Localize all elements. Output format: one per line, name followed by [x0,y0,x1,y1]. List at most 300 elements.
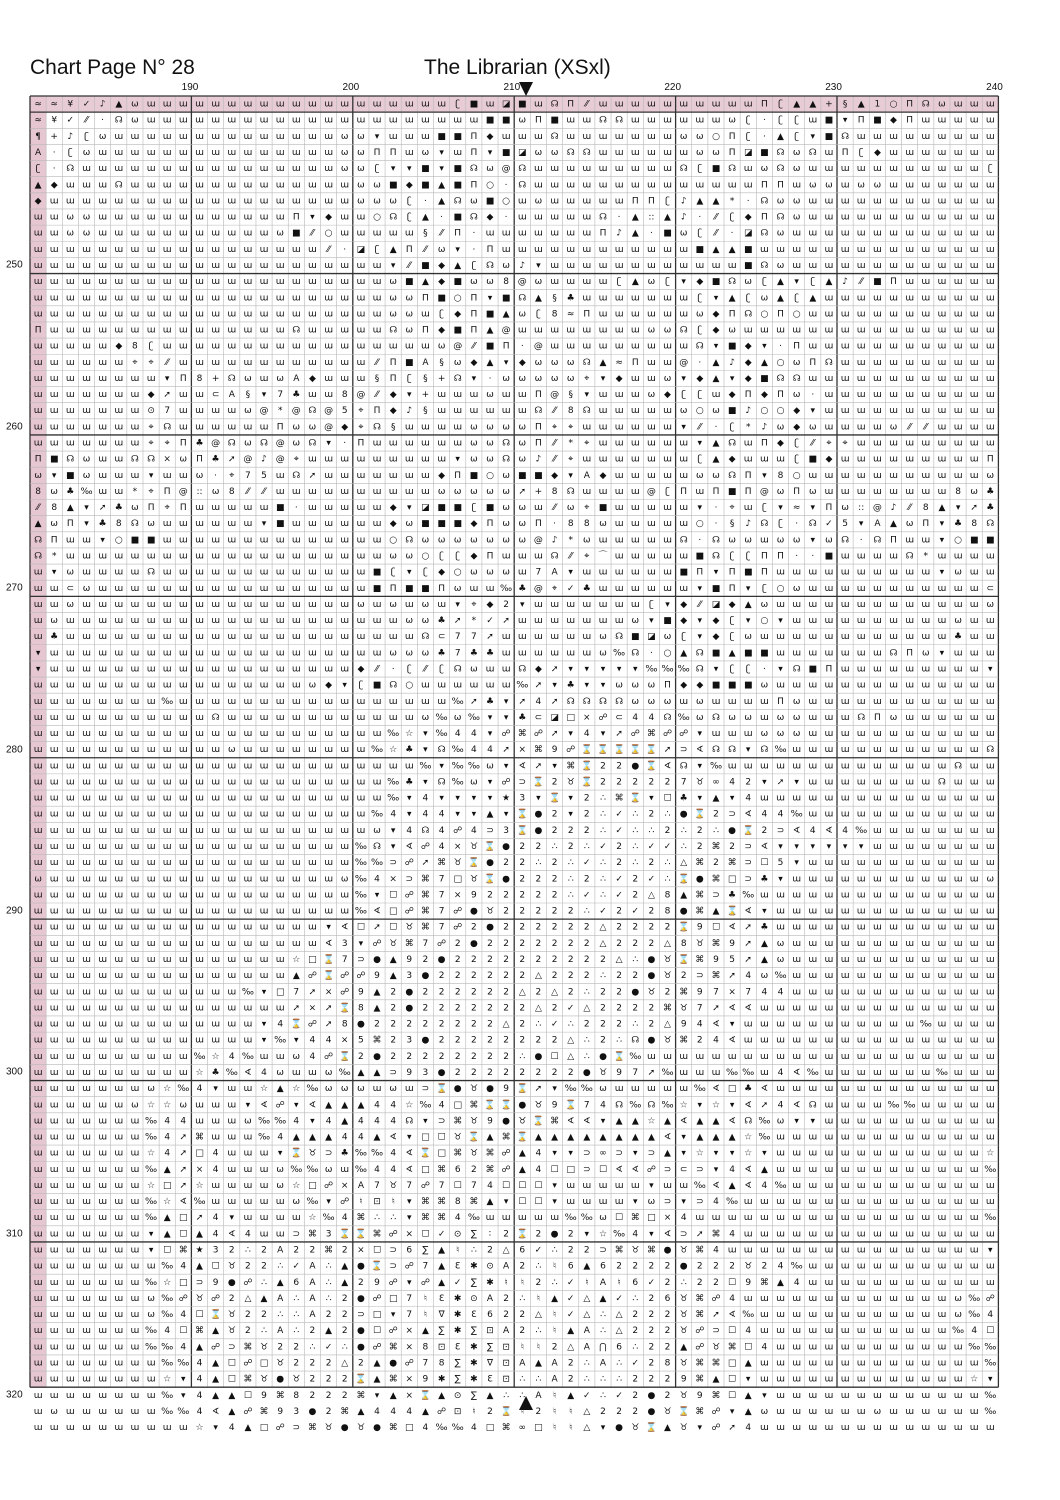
stitch-symbol: ɯ [889,600,898,610]
stitch-symbol: 4 [778,1262,784,1272]
stitch-symbol: ♪ [616,229,622,239]
stitch-symbol: ω [470,422,478,432]
stitch-symbol: 4 [261,1068,267,1078]
stitch-symbol: ɯ [857,245,866,255]
stitch-symbol: ⊡ [502,1359,510,1369]
stitch-symbol: ɯ [405,100,414,110]
stitch-symbol: ■ [486,116,495,126]
stitch-symbol: ɯ [227,1165,236,1175]
stitch-symbol: ɯ [599,277,608,287]
stitch-symbol: 4 [536,1149,542,1159]
stitch-symbol: ω [83,148,91,158]
stitch-symbol: 2 [649,1003,655,1013]
stitch-symbol: ‰ [177,1359,189,1369]
stitch-symbol: ω [519,374,527,384]
stitch-symbol: ɯ [98,229,107,239]
stitch-symbol: ɯ [954,745,963,755]
stitch-symbol: ⨯ [583,713,591,723]
stitch-symbol: ɯ [825,1020,834,1030]
stitch-symbol: ɯ [147,681,156,691]
stitch-symbol: ɯ [195,826,204,836]
stitch-symbol: ʗ [407,665,412,675]
stitch-symbol: ‰ [145,1116,157,1126]
stitch-symbol: ∴ [632,858,638,868]
stitch-symbol: ɯ [873,697,882,707]
stitch-symbol: ɯ [114,245,123,255]
stitch-symbol: ▲ [745,1359,752,1369]
stitch-symbol: ɯ [437,406,446,416]
stitch-symbol: ɯ [728,180,737,190]
stitch-symbol: @ [534,535,543,545]
stitch-symbol: ɯ [566,229,575,239]
row-number-label: 290 [6,906,23,917]
stitch-symbol: ɯ [954,439,963,449]
stitch-symbol: ▾ [633,1149,638,1159]
stitch-symbol: ɯ [873,890,882,900]
stitch-symbol: ɯ [744,1229,753,1239]
stitch-symbol: ɯ [566,1197,575,1207]
stitch-symbol: ɯ [82,987,91,997]
stitch-symbol: ▾ [488,729,493,739]
stitch-symbol: ɯ [34,810,43,820]
stitch-symbol: ɯ [889,180,898,190]
stitch-symbol: ɯ [857,326,866,336]
stitch-symbol: ω [486,422,494,432]
stitch-symbol: ▾ [568,1149,573,1159]
stitch-symbol: ɯ [179,874,188,884]
stitch-symbol: ɯ [98,729,107,739]
stitch-symbol: ɯ [986,261,995,271]
stitch-symbol: ◪ [550,713,559,723]
stitch-symbol: ɯ [825,890,834,900]
stitch-symbol: ɯ [954,552,963,562]
stitch-symbol: ɯ [82,907,91,917]
stitch-symbol: Π [374,406,381,416]
stitch-symbol: ɯ [276,890,285,900]
stitch-symbol: ɯ [679,309,688,319]
stitch-symbol: ɯ [340,100,349,110]
stitch-symbol: ɯ [970,1084,979,1094]
stitch-symbol: ɯ [453,148,462,158]
stitch-symbol: · [101,116,104,126]
stitch-symbol: ɯ [841,180,850,190]
stitch-symbol: ɯ [518,326,527,336]
stitch-symbol: ɯ [841,907,850,917]
stitch-symbol: ▾ [262,987,267,997]
stitch-symbol: ✱ [454,1310,462,1320]
stitch-symbol: □ [647,1213,656,1223]
stitch-symbol: ɯ [244,794,253,804]
stitch-symbol: ω [244,374,252,384]
stitch-symbol: ɯ [82,1197,91,1207]
stitch-symbol: ➚ [180,1165,188,1175]
stitch-symbol: ▾ [778,874,783,884]
stitch-symbol: ɯ [82,1229,91,1239]
stitch-symbol: ▾ [859,519,864,529]
stitch-symbol: Π [406,245,413,255]
stitch-symbol: ɯ [276,326,285,336]
stitch-symbol: ʗ [407,213,412,223]
stitch-symbol: ɯ [582,616,591,626]
stitch-symbol: ➚ [470,697,478,707]
stitch-symbol: ⌛ [517,1227,528,1239]
stitch-symbol: ☊ [680,535,688,545]
stitch-symbol: ▲ [680,890,687,900]
stitch-symbol: ɯ [905,148,914,158]
stitch-symbol: 9 [503,1084,509,1094]
stitch-symbol: ▾ [746,1375,751,1385]
stitch-symbol: § [246,390,251,400]
stitch-symbol: ω [34,471,42,481]
stitch-symbol: ɯ [808,1359,817,1369]
stitch-symbol: ◆ [390,519,397,529]
stitch-symbol: ⌘ [453,1149,462,1159]
stitch-symbol: ɯ [841,1342,850,1352]
stitch-symbol: ɯ [986,632,995,642]
stitch-symbol: ▲ [777,1278,784,1288]
stitch-symbol: ɯ [938,1326,947,1336]
stitch-symbol: ■ [421,180,430,190]
stitch-symbol: ɯ [825,987,834,997]
stitch-symbol: ɯ [373,535,382,545]
stitch-symbol: ▾ [165,374,170,384]
stitch-symbol: ɯ [276,665,285,675]
stitch-symbol: ɯ [566,648,575,658]
stitch-symbol: ω [777,1116,785,1126]
stitch-symbol: ➚ [325,1003,333,1013]
stitch-symbol: ɯ [308,665,317,675]
stitch-symbol: ɯ [114,729,123,739]
stitch-symbol: ▲ [890,519,897,529]
stitch-symbol: ɯ [986,132,995,142]
stitch-symbol: ɯ [921,1326,930,1336]
stitch-symbol: ɯ [905,697,914,707]
stitch-symbol: ⁄⁄ [551,455,559,465]
stitch-symbol: ω [648,681,656,691]
stitch-symbol: @ [679,358,688,368]
stitch-symbol: ʗ [681,390,686,400]
stitch-symbol: ɯ [599,584,608,594]
stitch-symbol: ɯ [873,1068,882,1078]
stitch-symbol: Π [374,148,381,158]
stitch-symbol: ⊃ [325,1149,333,1159]
stitch-symbol: ɯ [131,245,140,255]
stitch-symbol: ☐ [663,794,671,804]
stitch-symbol: ɯ [938,148,947,158]
stitch-symbol: ⌛ [468,1131,479,1143]
stitch-symbol: ɯ [82,1003,91,1013]
stitch-symbol: ɯ [163,681,172,691]
stitch-symbol: ɯ [889,1213,898,1223]
stitch-symbol: ▾ [811,132,816,142]
stitch-symbol: ɯ [66,1391,75,1401]
stitch-symbol: ɯ [66,1246,75,1256]
stitch-symbol: ɯ [938,858,947,868]
stitch-symbol: ɯ [50,1020,59,1030]
stitch-symbol: 5 [842,519,848,529]
stitch-symbol: ω [147,1310,155,1320]
stitch-symbol: ▾ [794,778,799,788]
stitch-symbol: ɯ [986,987,995,997]
stitch-symbol: ■ [728,406,737,416]
stitch-symbol: ◆ [680,681,687,691]
stitch-symbol: ɯ [679,116,688,126]
stitch-symbol: ɯ [114,745,123,755]
stitch-symbol: ɯ [324,745,333,755]
stitch-symbol: ɯ [889,697,898,707]
stitch-symbol: ɯ [308,794,317,804]
stitch-symbol: ɯ [986,422,995,432]
stitch-symbol: ɯ [163,632,172,642]
stitch-symbol: ɯ [98,1197,107,1207]
stitch-symbol: ☆ [970,1375,978,1385]
stitch-symbol: ɯ [260,1229,269,1239]
stitch-symbol: ɯ [954,1246,963,1256]
stitch-symbol: ɯ [147,245,156,255]
stitch-symbol: ɯ [324,374,333,384]
stitch-symbol: ▲ [487,1133,494,1143]
stitch-symbol: ɯ [663,568,672,578]
stitch-symbol: ɯ [66,390,75,400]
stitch-symbol: ☍ [695,1342,704,1352]
stitch-symbol: 2 [552,955,558,965]
stitch-symbol: · [860,535,863,545]
stitch-symbol: ɯ [857,923,866,933]
stitch-symbol: ɯ [114,1100,123,1110]
stitch-symbol: ɯ [808,761,817,771]
stitch-symbol: ɯ [938,132,947,142]
stitch-symbol: Ɛ [439,1294,445,1304]
stitch-symbol: ɯ [276,971,285,981]
stitch-symbol: ɯ [147,1068,156,1078]
stitch-symbol: · [731,229,734,239]
stitch-symbol: ∢ [406,1149,414,1159]
stitch-symbol: ɯ [841,1052,850,1062]
stitch-symbol: 4 [390,1100,396,1110]
stitch-symbol: ɯ [647,293,656,303]
stitch-symbol: ɯ [744,697,753,707]
stitch-symbol: ɯ [873,810,882,820]
stitch-symbol: ɯ [873,874,882,884]
stitch-symbol: ɯ [147,697,156,707]
stitch-symbol: ‰ [371,745,383,755]
stitch-symbol: ɯ [954,1133,963,1143]
stitch-symbol: ɯ [244,164,253,174]
stitch-symbol: ■ [421,584,430,594]
stitch-symbol: ▾ [649,1181,654,1191]
stitch-symbol: ɯ [405,713,414,723]
stitch-symbol: ɯ [986,826,995,836]
stitch-symbol: ɯ [679,503,688,513]
stitch-symbol: ♉ [389,939,397,949]
stitch-symbol: ɯ [518,648,527,658]
stitch-symbol: ɯ [954,213,963,223]
stitch-symbol: ‰ [468,761,480,771]
stitch-symbol: ɯ [244,681,253,691]
stitch-symbol: ☊ [131,519,139,529]
stitch-symbol: ➚ [502,616,510,626]
stitch-symbol: ω [890,422,898,432]
stitch-symbol: 2 [519,907,525,917]
stitch-symbol: ɯ [50,939,59,949]
stitch-symbol: · [440,213,443,223]
stitch-symbol: ʗ [649,600,654,610]
stitch-symbol: ɯ [776,1003,785,1013]
stitch-symbol: ɯ [615,422,624,432]
stitch-symbol: ɯ [889,1197,898,1207]
stitch-symbol: ɯ [260,358,269,368]
stitch-symbol: ɯ [938,293,947,303]
stitch-symbol: 4 [600,1100,606,1110]
stitch-symbol: ɯ [631,245,640,255]
stitch-symbol: ⊃ [438,1116,446,1126]
stitch-symbol: ▾ [407,1133,412,1143]
stitch-symbol: ɯ [340,745,349,755]
stitch-symbol: ɯ [954,1229,963,1239]
stitch-symbol: ω [664,632,672,642]
stitch-symbol: ɯ [66,1068,75,1078]
stitch-symbol: ɯ [695,1052,704,1062]
stitch-symbol: ɯ [34,600,43,610]
stitch-symbol: ∴ [600,826,606,836]
stitch-symbol: ɯ [776,1246,785,1256]
stitch-symbol: ɯ [518,1213,527,1223]
stitch-symbol: ɯ [98,552,107,562]
stitch-symbol: ɯ [276,535,285,545]
stitch-symbol: ∴ [536,858,542,868]
stitch-symbol: ⁄⁄ [858,277,866,287]
stitch-symbol: ɯ [147,1020,156,1030]
stitch-symbol: § [552,293,557,303]
stitch-symbol: ⌘ [695,1359,704,1369]
stitch-symbol: ɯ [34,1116,43,1126]
stitch-symbol: ʗ [68,148,73,158]
stitch-symbol: ɯ [502,245,511,255]
stitch-symbol: ɯ [276,697,285,707]
stitch-symbol: ✓ [535,1246,543,1256]
stitch-symbol: ɯ [744,1246,753,1256]
stitch-symbol: ♉ [663,1036,671,1046]
stitch-symbol: ɯ [131,600,140,610]
stitch-symbol: ω [761,971,769,981]
stitch-symbol: · [763,132,766,142]
stitch-symbol: ☐ [518,1181,526,1191]
stitch-symbol: Π [51,535,58,545]
stitch-symbol: ɯ [776,1294,785,1304]
stitch-symbol: ɯ [857,374,866,384]
stitch-symbol: ω [954,1310,962,1320]
stitch-symbol: △ [583,1294,590,1304]
stitch-symbol: ɯ [841,729,850,739]
stitch-symbol: ∢ [793,1068,801,1078]
stitch-symbol: ▲ [309,1133,316,1143]
stitch-symbol: ω [502,519,510,529]
stitch-symbol: ➚ [744,939,752,949]
stitch-symbol: ɯ [260,729,269,739]
stitch-symbol: ɯ [808,923,817,933]
stitch-symbol: ɯ [986,552,995,562]
stitch-symbol: ɯ [905,1359,914,1369]
stitch-symbol: ▾ [278,1149,283,1159]
stitch-symbol: · [424,196,427,206]
stitch-symbol: ⌖ [165,439,170,449]
stitch-symbol: · [521,342,524,352]
stitch-symbol: ▲ [696,1133,703,1143]
stitch-symbol: ɯ [98,584,107,594]
stitch-symbol: ‰ [355,890,367,900]
stitch-symbol: ɯ [986,213,995,223]
stitch-symbol: ɯ [986,1133,995,1143]
stitch-symbol: ɯ [195,1003,204,1013]
stitch-symbol: ω [728,713,736,723]
stitch-symbol: ɯ [873,422,882,432]
stitch-symbol: ɯ [163,584,172,594]
stitch-symbol: ★ [502,794,510,804]
stitch-symbol: ω [761,681,769,691]
stitch-symbol: ☊ [551,100,559,110]
stitch-symbol: ɯ [663,455,672,465]
stitch-symbol: ɯ [921,584,930,594]
stitch-symbol: ɯ [308,584,317,594]
stitch-symbol: ɯ [808,1342,817,1352]
stitch-symbol: 2 [342,1391,348,1401]
stitch-symbol: ω [502,568,510,578]
stitch-symbol: ɯ [131,729,140,739]
stitch-symbol: ω [67,568,75,578]
stitch-symbol: ☆ [147,1181,155,1191]
stitch-symbol: ▾ [262,390,267,400]
stitch-symbol: ɯ [808,681,817,691]
stitch-symbol: ɯ [954,584,963,594]
stitch-symbol: ɯ [82,568,91,578]
stitch-symbol: ɯ [340,778,349,788]
stitch-symbol: ʗ [746,132,751,142]
stitch-symbol: ∢ [761,1084,769,1094]
stitch-symbol: ɯ [114,1278,123,1288]
stitch-symbol: ■ [728,681,737,691]
stitch-symbol: ɯ [921,632,930,642]
stitch-symbol: ▾ [455,455,460,465]
stitch-symbol: * [568,535,573,545]
stitch-symbol: ɯ [954,971,963,981]
stitch-symbol: ɯ [66,616,75,626]
stitch-symbol: ɯ [873,858,882,868]
stitch-symbol: ɯ [308,826,317,836]
stitch-symbol: ‰ [419,761,431,771]
stitch-symbol: ɯ [566,180,575,190]
stitch-symbol: ⊂ [615,713,623,723]
stitch-symbol: ➚ [422,858,430,868]
stitch-symbol: ♉ [680,1294,688,1304]
stitch-symbol: ɯ [260,552,269,562]
stitch-symbol: ⁄⁄ [438,229,446,239]
stitch-symbol: ‰ [371,810,383,820]
stitch-symbol: ɯ [66,1213,75,1223]
stitch-symbol: ɯ [163,277,172,287]
stitch-symbol: ɯ [889,665,898,675]
stitch-symbol: 2 [439,1052,445,1062]
stitch-symbol: ɯ [114,261,123,271]
stitch-symbol: ♣ [292,390,300,400]
stitch-symbol: 2 [649,1326,655,1336]
stitch-symbol: ▲ [616,1133,623,1143]
stitch-symbol: ɯ [776,1359,785,1369]
stitch-symbol: ɯ [373,229,382,239]
stitch-symbol: ‰ [242,987,254,997]
stitch-symbol: ▾ [536,794,541,804]
stitch-symbol: ω [83,229,91,239]
stitch-symbol: ◆ [535,665,542,675]
